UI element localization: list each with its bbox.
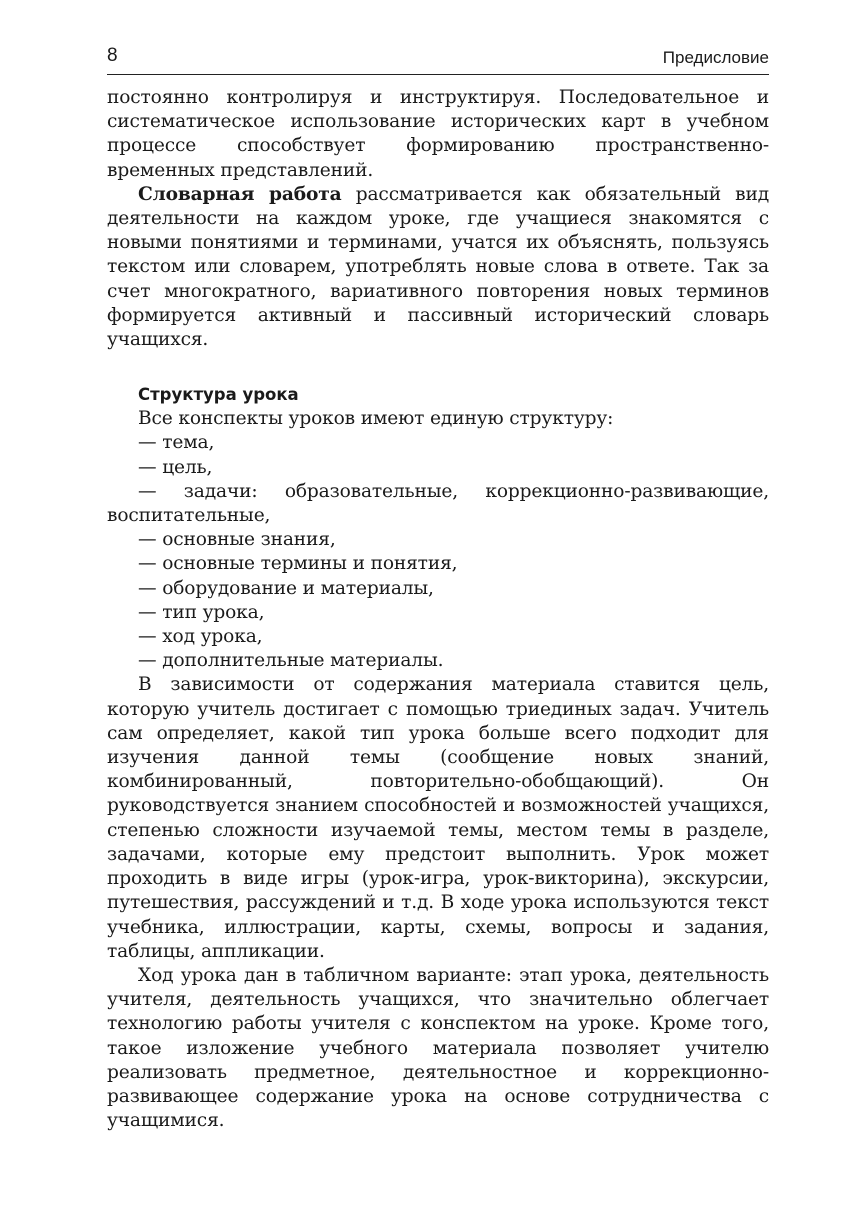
page-body (107, 86, 769, 1133)
list-item: — ход урока, (138, 626, 263, 648)
list-item: — основные термины и понятия, (138, 553, 458, 575)
paragraph-continuation: постоянно контролируя и инструктируя. Последовательное и систематическое использование исторических карт в учебном процессе способствует формированию пространственно-временных представлений. (107, 87, 769, 181)
list-item: — дополнительные материалы. (138, 650, 444, 672)
paragraph-vocabulary-text: рассматривается как обязательный вид деятельности на каждом уроке, где учащиеся знакомятся с новыми понятиями и терминами, учатся их объяснять, пользуясь текстом или словарем, употреблять новые слова в ответе. Так за счет многократного, вариативного повторения новых терминов формируется активный и пассивный исторический словарь учащихся. (107, 183, 769, 351)
section-heading: Структура урока (138, 385, 299, 405)
term-vocabulary-work: Словарная работа (138, 183, 342, 205)
list-item: — задачи: образовательные, коррекционно-развивающие, воспитательные, (107, 480, 769, 527)
list-item: — цель, (138, 456, 213, 478)
structure-intro: Все конспекты уроков имеют единую структуру: (138, 408, 614, 430)
paragraph-goal: В зависимости от содержания материала ставится цель, которую учитель достигает с помощью триединых задач. Учитель сам определяет, какой тип урока больше всего подходит для изучения данной темы (сообщение новых знаний, комбинированный, повторительно-обобщающий). Он руководствуется знанием способностей и возможностей учащихся, степенью сложности изучаемой темы, местом темы в разделе, задачами, которые ему предстоит выполнить. Урок может проходить в виде игры (урок-игра, урок-викторина), экскурсии, путешествия, рассуждений и т.д. В ходе урока используются текст учебника, иллюстрации, карты, схемы, вопросы и задания, таблицы, аппликации. (107, 674, 769, 962)
list-item: — тема, (138, 432, 215, 454)
list-item: — тип урока, (138, 601, 265, 623)
page-number: 8 (107, 45, 118, 66)
page-header (107, 44, 769, 75)
paragraph-lesson-flow: Ход урока дан в табличном варианте: этап урока, деятельность учителя, деятельность учащихся, что значительно облегчает технологию работы учителя с конспектом на уроке. Кроме того, такое изложение учебного материала позволяет учителю реализовать предметное, деятельностное и коррекционно-развивающее содержание урока на основе сотрудничества с учащимися. (107, 964, 769, 1132)
list-item: — оборудование и материалы, (138, 577, 434, 599)
paragraph-vocabulary-work (107, 183, 769, 352)
running-title: Предисловие (662, 48, 769, 67)
list-item: — основные знания, (138, 529, 336, 551)
